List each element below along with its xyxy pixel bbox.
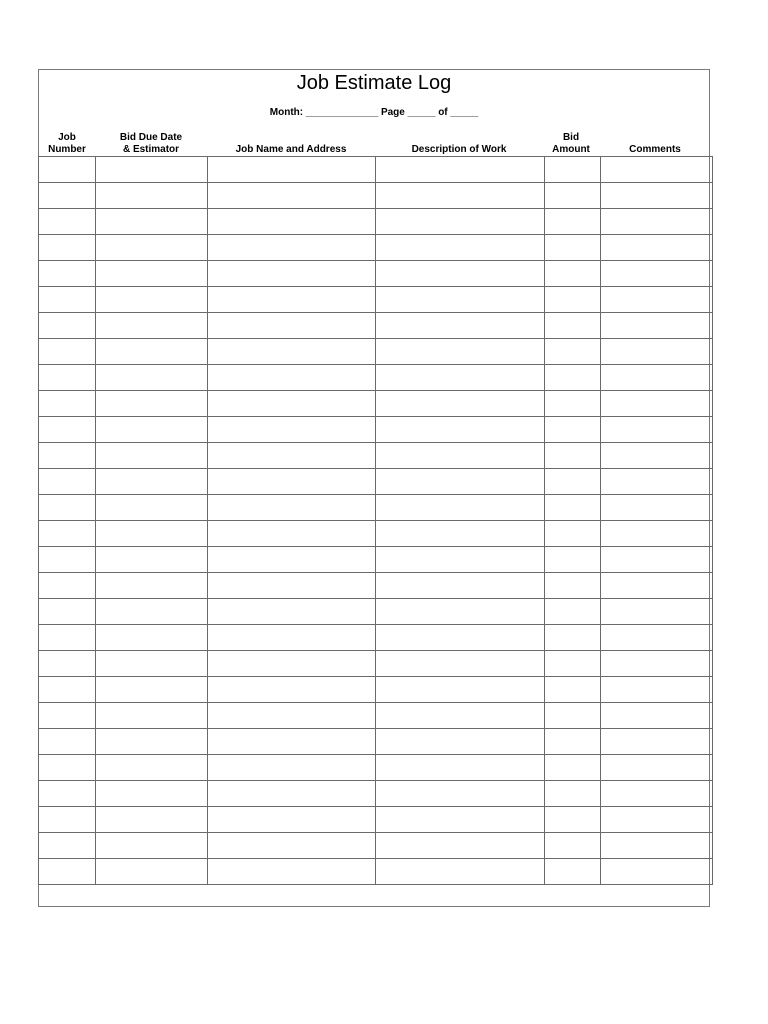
comments-cell[interactable] <box>601 469 713 495</box>
job-name-address-cell[interactable] <box>208 339 376 365</box>
bid-due-date-cell[interactable] <box>96 235 208 261</box>
job-number-cell[interactable] <box>39 599 96 625</box>
description-cell[interactable] <box>376 391 545 417</box>
job-number-cell[interactable] <box>39 625 96 651</box>
table-row <box>39 313 713 339</box>
table-row <box>39 391 713 417</box>
month-page-line: Month: _____________ Page _____ of _____ <box>269 107 479 118</box>
header-bid-amount: Bid Amount <box>552 132 590 155</box>
job-number-cell[interactable] <box>39 235 96 261</box>
description-cell[interactable] <box>376 755 545 781</box>
table-row <box>39 729 713 755</box>
header-description-of-work: Description of Work <box>411 144 507 155</box>
job-number-cell[interactable] <box>39 313 96 339</box>
job-name-address-cell[interactable] <box>208 547 376 573</box>
bid-due-date-cell[interactable] <box>96 261 208 287</box>
comments-cell[interactable] <box>601 651 713 677</box>
comments-cell[interactable] <box>601 417 713 443</box>
header-comments: Comments <box>629 144 681 155</box>
job-name-address-cell[interactable] <box>208 599 376 625</box>
comments-cell[interactable] <box>601 859 713 885</box>
bid-due-date-cell[interactable] <box>96 183 208 209</box>
description-cell[interactable] <box>376 573 545 599</box>
job-name-address-cell[interactable] <box>208 651 376 677</box>
comments-cell[interactable] <box>601 313 713 339</box>
job-name-address-cell[interactable] <box>208 573 376 599</box>
bid-due-date-cell[interactable] <box>96 807 208 833</box>
description-cell[interactable] <box>376 729 545 755</box>
description-cell[interactable] <box>376 339 545 365</box>
description-cell[interactable] <box>376 209 545 235</box>
bid-amount-cell[interactable] <box>545 859 601 885</box>
table-row <box>39 365 713 391</box>
comments-cell[interactable] <box>601 677 713 703</box>
table-row <box>39 443 713 469</box>
description-cell[interactable] <box>376 859 545 885</box>
bid-amount-cell[interactable] <box>545 235 601 261</box>
job-name-address-cell[interactable] <box>208 469 376 495</box>
job-name-address-cell[interactable] <box>208 287 376 313</box>
job-name-address-cell[interactable] <box>208 157 376 183</box>
bid-amount-cell[interactable] <box>545 287 601 313</box>
bid-due-date-cell[interactable] <box>96 755 208 781</box>
comments-cell[interactable] <box>601 599 713 625</box>
job-name-address-cell[interactable] <box>208 365 376 391</box>
table-row <box>39 833 713 859</box>
description-cell[interactable] <box>376 261 545 287</box>
description-cell[interactable] <box>376 677 545 703</box>
comments-cell[interactable] <box>601 209 713 235</box>
bid-amount-cell[interactable] <box>545 391 601 417</box>
comments-cell[interactable] <box>601 807 713 833</box>
table-row <box>39 547 713 573</box>
job-number-cell[interactable] <box>39 781 96 807</box>
bid-amount-cell[interactable] <box>545 495 601 521</box>
bid-amount-cell[interactable] <box>545 521 601 547</box>
description-cell[interactable] <box>376 443 545 469</box>
job-number-cell[interactable] <box>39 807 96 833</box>
bid-amount-cell[interactable] <box>545 625 601 651</box>
bid-amount-cell[interactable] <box>545 729 601 755</box>
description-cell[interactable] <box>376 625 545 651</box>
table-row <box>39 651 713 677</box>
table-row <box>39 755 713 781</box>
table-row <box>39 573 713 599</box>
log-grid <box>38 156 713 885</box>
job-number-cell[interactable] <box>39 365 96 391</box>
comments-cell[interactable] <box>601 235 713 261</box>
table-row <box>39 495 713 521</box>
bid-amount-cell[interactable] <box>545 833 601 859</box>
bid-amount-cell[interactable] <box>545 209 601 235</box>
bid-due-date-cell[interactable] <box>96 651 208 677</box>
job-number-cell[interactable] <box>39 521 96 547</box>
job-number-cell[interactable] <box>39 547 96 573</box>
form-title: Job Estimate Log <box>296 72 452 94</box>
table-row <box>39 521 713 547</box>
job-number-cell[interactable] <box>39 339 96 365</box>
bid-due-date-cell[interactable] <box>96 469 208 495</box>
job-number-cell[interactable] <box>39 677 96 703</box>
bid-due-date-cell[interactable] <box>96 781 208 807</box>
description-cell[interactable] <box>376 547 545 573</box>
bid-amount-cell[interactable] <box>545 339 601 365</box>
job-name-address-cell[interactable] <box>208 391 376 417</box>
comments-cell[interactable] <box>601 547 713 573</box>
bid-due-date-cell[interactable] <box>96 313 208 339</box>
comments-cell[interactable] <box>601 287 713 313</box>
table-row <box>39 807 713 833</box>
comments-cell[interactable] <box>601 183 713 209</box>
comments-cell[interactable] <box>601 443 713 469</box>
comments-cell[interactable] <box>601 365 713 391</box>
table-row <box>39 287 713 313</box>
description-cell[interactable] <box>376 495 545 521</box>
comments-cell[interactable] <box>601 729 713 755</box>
job-number-cell[interactable] <box>39 755 96 781</box>
job-number-cell[interactable] <box>39 729 96 755</box>
header-job-name-address: Job Name and Address <box>235 144 347 155</box>
job-name-address-cell[interactable] <box>208 209 376 235</box>
table-row <box>39 599 713 625</box>
bid-amount-cell[interactable] <box>545 157 601 183</box>
header-bid-due-date-estimator: Bid Due Date & Estimator <box>119 132 183 155</box>
description-cell[interactable] <box>376 235 545 261</box>
table-row <box>39 859 713 885</box>
comments-cell[interactable] <box>601 573 713 599</box>
comments-cell[interactable] <box>601 261 713 287</box>
job-name-address-cell[interactable] <box>208 677 376 703</box>
bid-due-date-cell[interactable] <box>96 157 208 183</box>
bid-due-date-cell[interactable] <box>96 495 208 521</box>
bid-amount-cell[interactable] <box>545 183 601 209</box>
table-row <box>39 209 713 235</box>
job-number-cell[interactable] <box>39 391 96 417</box>
table-row <box>39 235 713 261</box>
description-cell[interactable] <box>376 313 545 339</box>
bid-due-date-cell[interactable] <box>96 625 208 651</box>
table-row <box>39 677 713 703</box>
job-name-address-cell[interactable] <box>208 729 376 755</box>
bid-due-date-cell[interactable] <box>96 521 208 547</box>
job-name-address-cell[interactable] <box>208 859 376 885</box>
comments-cell[interactable] <box>601 625 713 651</box>
job-number-cell[interactable] <box>39 157 96 183</box>
job-number-cell[interactable] <box>39 183 96 209</box>
bid-amount-cell[interactable] <box>545 261 601 287</box>
job-name-address-cell[interactable] <box>208 495 376 521</box>
bid-due-date-cell[interactable] <box>96 287 208 313</box>
job-number-cell[interactable] <box>39 833 96 859</box>
job-number-cell[interactable] <box>39 417 96 443</box>
description-cell[interactable] <box>376 417 545 443</box>
description-cell[interactable] <box>376 521 545 547</box>
bid-due-date-cell[interactable] <box>96 443 208 469</box>
job-name-address-cell[interactable] <box>208 703 376 729</box>
job-name-address-cell[interactable] <box>208 183 376 209</box>
description-cell[interactable] <box>376 599 545 625</box>
table-row <box>39 261 713 287</box>
job-number-cell[interactable] <box>39 261 96 287</box>
comments-cell[interactable] <box>601 833 713 859</box>
description-cell[interactable] <box>376 807 545 833</box>
job-name-address-cell[interactable] <box>208 235 376 261</box>
job-number-cell[interactable] <box>39 703 96 729</box>
comments-cell[interactable] <box>601 781 713 807</box>
bid-amount-cell[interactable] <box>545 547 601 573</box>
table-row <box>39 469 713 495</box>
table-row <box>39 339 713 365</box>
job-name-address-cell[interactable] <box>208 755 376 781</box>
table-row <box>39 157 713 183</box>
bid-amount-cell[interactable] <box>545 573 601 599</box>
bid-amount-cell[interactable] <box>545 703 601 729</box>
description-cell[interactable] <box>376 157 545 183</box>
bid-due-date-cell[interactable] <box>96 573 208 599</box>
job-name-address-cell[interactable] <box>208 807 376 833</box>
table-row <box>39 781 713 807</box>
bid-amount-cell[interactable] <box>545 599 601 625</box>
bid-amount-cell[interactable] <box>545 365 601 391</box>
job-name-address-cell[interactable] <box>208 521 376 547</box>
bid-due-date-cell[interactable] <box>96 729 208 755</box>
description-cell[interactable] <box>376 651 545 677</box>
bid-due-date-cell[interactable] <box>96 599 208 625</box>
bid-amount-cell[interactable] <box>545 651 601 677</box>
comments-cell[interactable] <box>601 703 713 729</box>
job-name-address-cell[interactable] <box>208 625 376 651</box>
table-row <box>39 183 713 209</box>
description-cell[interactable] <box>376 781 545 807</box>
job-number-cell[interactable] <box>39 209 96 235</box>
bid-due-date-cell[interactable] <box>96 859 208 885</box>
description-cell[interactable] <box>376 183 545 209</box>
bid-amount-cell[interactable] <box>545 417 601 443</box>
bid-due-date-cell[interactable] <box>96 833 208 859</box>
bid-due-date-cell[interactable] <box>96 391 208 417</box>
job-name-address-cell[interactable] <box>208 781 376 807</box>
bid-amount-cell[interactable] <box>545 677 601 703</box>
job-name-address-cell[interactable] <box>208 833 376 859</box>
bid-due-date-cell[interactable] <box>96 339 208 365</box>
job-name-address-cell[interactable] <box>208 417 376 443</box>
description-cell[interactable] <box>376 365 545 391</box>
job-number-cell[interactable] <box>39 469 96 495</box>
bid-amount-cell[interactable] <box>545 313 601 339</box>
bid-due-date-cell[interactable] <box>96 417 208 443</box>
comments-cell[interactable] <box>601 755 713 781</box>
bid-amount-cell[interactable] <box>545 469 601 495</box>
job-number-cell[interactable] <box>39 651 96 677</box>
job-name-address-cell[interactable] <box>208 261 376 287</box>
bid-amount-cell[interactable] <box>545 807 601 833</box>
job-number-cell[interactable] <box>39 573 96 599</box>
comments-cell[interactable] <box>601 495 713 521</box>
comments-cell[interactable] <box>601 157 713 183</box>
description-cell[interactable] <box>376 287 545 313</box>
table-row <box>39 625 713 651</box>
comments-cell[interactable] <box>601 521 713 547</box>
table-row <box>39 417 713 443</box>
bid-due-date-cell[interactable] <box>96 677 208 703</box>
bid-due-date-cell[interactable] <box>96 209 208 235</box>
table-header <box>39 126 709 156</box>
description-cell[interactable] <box>376 703 545 729</box>
description-cell[interactable] <box>376 469 545 495</box>
job-number-cell[interactable] <box>39 287 96 313</box>
comments-cell[interactable] <box>601 339 713 365</box>
bid-amount-cell[interactable] <box>545 755 601 781</box>
bid-due-date-cell[interactable] <box>96 547 208 573</box>
job-number-cell[interactable] <box>39 859 96 885</box>
bid-due-date-cell[interactable] <box>96 365 208 391</box>
job-name-address-cell[interactable] <box>208 443 376 469</box>
job-number-cell[interactable] <box>39 443 96 469</box>
job-name-address-cell[interactable] <box>208 313 376 339</box>
header-job-number: Job Number <box>48 132 86 155</box>
bid-due-date-cell[interactable] <box>96 703 208 729</box>
comments-cell[interactable] <box>601 391 713 417</box>
bid-amount-cell[interactable] <box>545 443 601 469</box>
job-number-cell[interactable] <box>39 495 96 521</box>
table-row <box>39 703 713 729</box>
bid-amount-cell[interactable] <box>545 781 601 807</box>
job-estimate-log-form <box>38 69 710 907</box>
description-cell[interactable] <box>376 833 545 859</box>
